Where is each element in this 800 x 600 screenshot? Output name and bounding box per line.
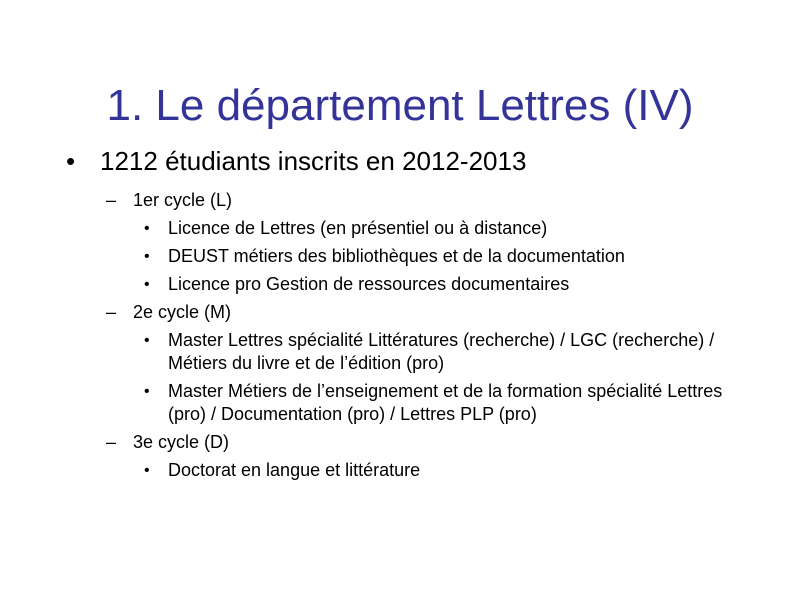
dash-icon: –	[106, 190, 117, 210]
slide-title: 1. Le département Lettres (IV)	[106, 81, 694, 130]
bullet-icon: •	[144, 383, 150, 400]
list-item-text: Master Métiers de l’enseignement et de la formation spécialité Lettres (pro) / Documentation (pro) / Lettres PLP (pro)	[168, 381, 723, 424]
bullet-icon: •	[144, 332, 150, 349]
list-item-text: DEUST métiers des bibliothèques et de la documentation	[168, 246, 625, 266]
list-item	[0, 217, 728, 240]
main-bullet-point	[0, 146, 800, 176]
dash-icon: –	[106, 302, 117, 322]
dash-icon: –	[106, 432, 117, 452]
list-item-text: Licence de Lettres (en présentiel ou à distance)	[168, 218, 548, 238]
list-item-text: Master Lettres spécialité Littératures (recherche) / LGC (recherche) / Métiers du livre et de l’édition (pro)	[168, 330, 715, 373]
cycle-heading-2	[0, 301, 800, 324]
bullet-icon: •	[144, 220, 150, 237]
list-item	[0, 273, 728, 296]
cycle-label: 1er cycle (L)	[133, 190, 233, 210]
bullet-icon: •	[66, 146, 76, 176]
list-item	[0, 245, 728, 268]
list-item-text: Doctorat en langue et littérature	[168, 460, 421, 480]
list-item-text: Licence pro Gestion de ressources documentaires	[168, 274, 570, 294]
main-point-text: 1212 étudiants inscrits en 2012-2013	[100, 146, 527, 176]
cycle-heading-1	[0, 189, 800, 212]
list-item	[0, 329, 728, 375]
bullet-icon: •	[144, 248, 150, 265]
slide-content	[0, 146, 800, 487]
bullet-icon: •	[144, 276, 150, 293]
list-item	[0, 459, 728, 482]
list-item	[0, 380, 728, 426]
bullet-icon: •	[144, 462, 150, 479]
cycle-label: 3e cycle (D)	[133, 432, 230, 452]
cycle-heading-3	[0, 431, 800, 454]
cycle-label: 2e cycle (M)	[133, 302, 232, 322]
